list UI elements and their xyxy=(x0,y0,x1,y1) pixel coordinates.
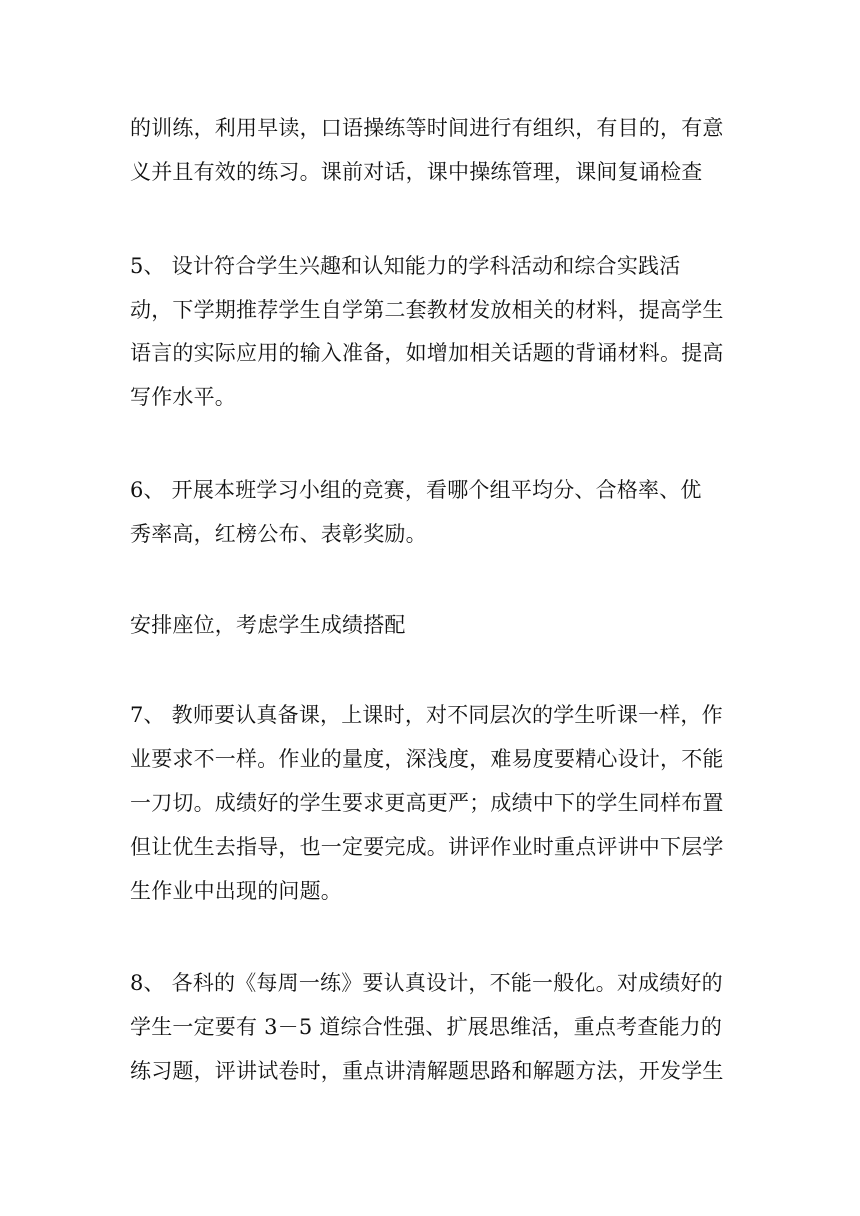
paragraph-item-7-line-4: 但让优生去指导，也一定要完成。讲评作业时重点评讲中下层学 xyxy=(130,835,724,859)
paragraph-item-7-line-1: 7、 教师要认真备课，上课时，对不同层次的学生听课一样，作 xyxy=(130,703,723,727)
paragraph-item-5-line-4: 写作水平。 xyxy=(130,385,236,409)
paragraph-seating-line-1: 安排座位，考虑学生成绩搭配 xyxy=(130,613,406,637)
paragraph-item-8-line-1: 8、 各科的《每周一练》要认真设计，不能一般化。对成绩好的 xyxy=(130,971,723,995)
paragraph-item-5-line-1: 5、 设计符合学生兴趣和认知能力的学科活动和综合实践活 xyxy=(130,254,681,278)
paragraph-item-6-line-2: 秀率高，红榜公布、表彰奖励。 xyxy=(130,522,427,546)
paragraph-item-5-line-3: 语言的实际应用的输入准备，如增加相关话题的背诵材料。提高 xyxy=(130,341,724,365)
paragraph-item-6-line-1: 6、 开展本班学习小组的竞赛，看哪个组平均分、合格率、优 xyxy=(130,478,702,502)
paragraph-continuation-line-1: 的训练，利用早读，口语操练等时间进行有组织，有目的，有意 xyxy=(130,116,724,140)
paragraph-item-5-line-2: 动，下学期推荐学生自学第二套教材发放相关的材料，提高学生 xyxy=(130,298,724,322)
paragraph-item-8-line-2: 学生一定要有 3－5 道综合性强、扩展思维活，重点考查能力的 xyxy=(130,1015,723,1039)
paragraph-continuation-line-2: 义并且有效的练习。课前对话，课中操练管理，课间复诵检查 xyxy=(130,160,703,184)
paragraph-item-7-line-5: 生作业中出现的问题。 xyxy=(130,879,342,903)
paragraph-item-7-line-3: 一刀切。成绩好的学生要求更高更严；成绩中下的学生同样布置 xyxy=(130,791,724,815)
paragraph-item-8-line-3: 练习题，评讲试卷时，重点讲清解题思路和解题方法，开发学生 xyxy=(130,1059,724,1083)
paragraph-item-7-line-2: 业要求不一样。作业的量度，深浅度，难易度要精心设计，不能 xyxy=(130,747,724,771)
